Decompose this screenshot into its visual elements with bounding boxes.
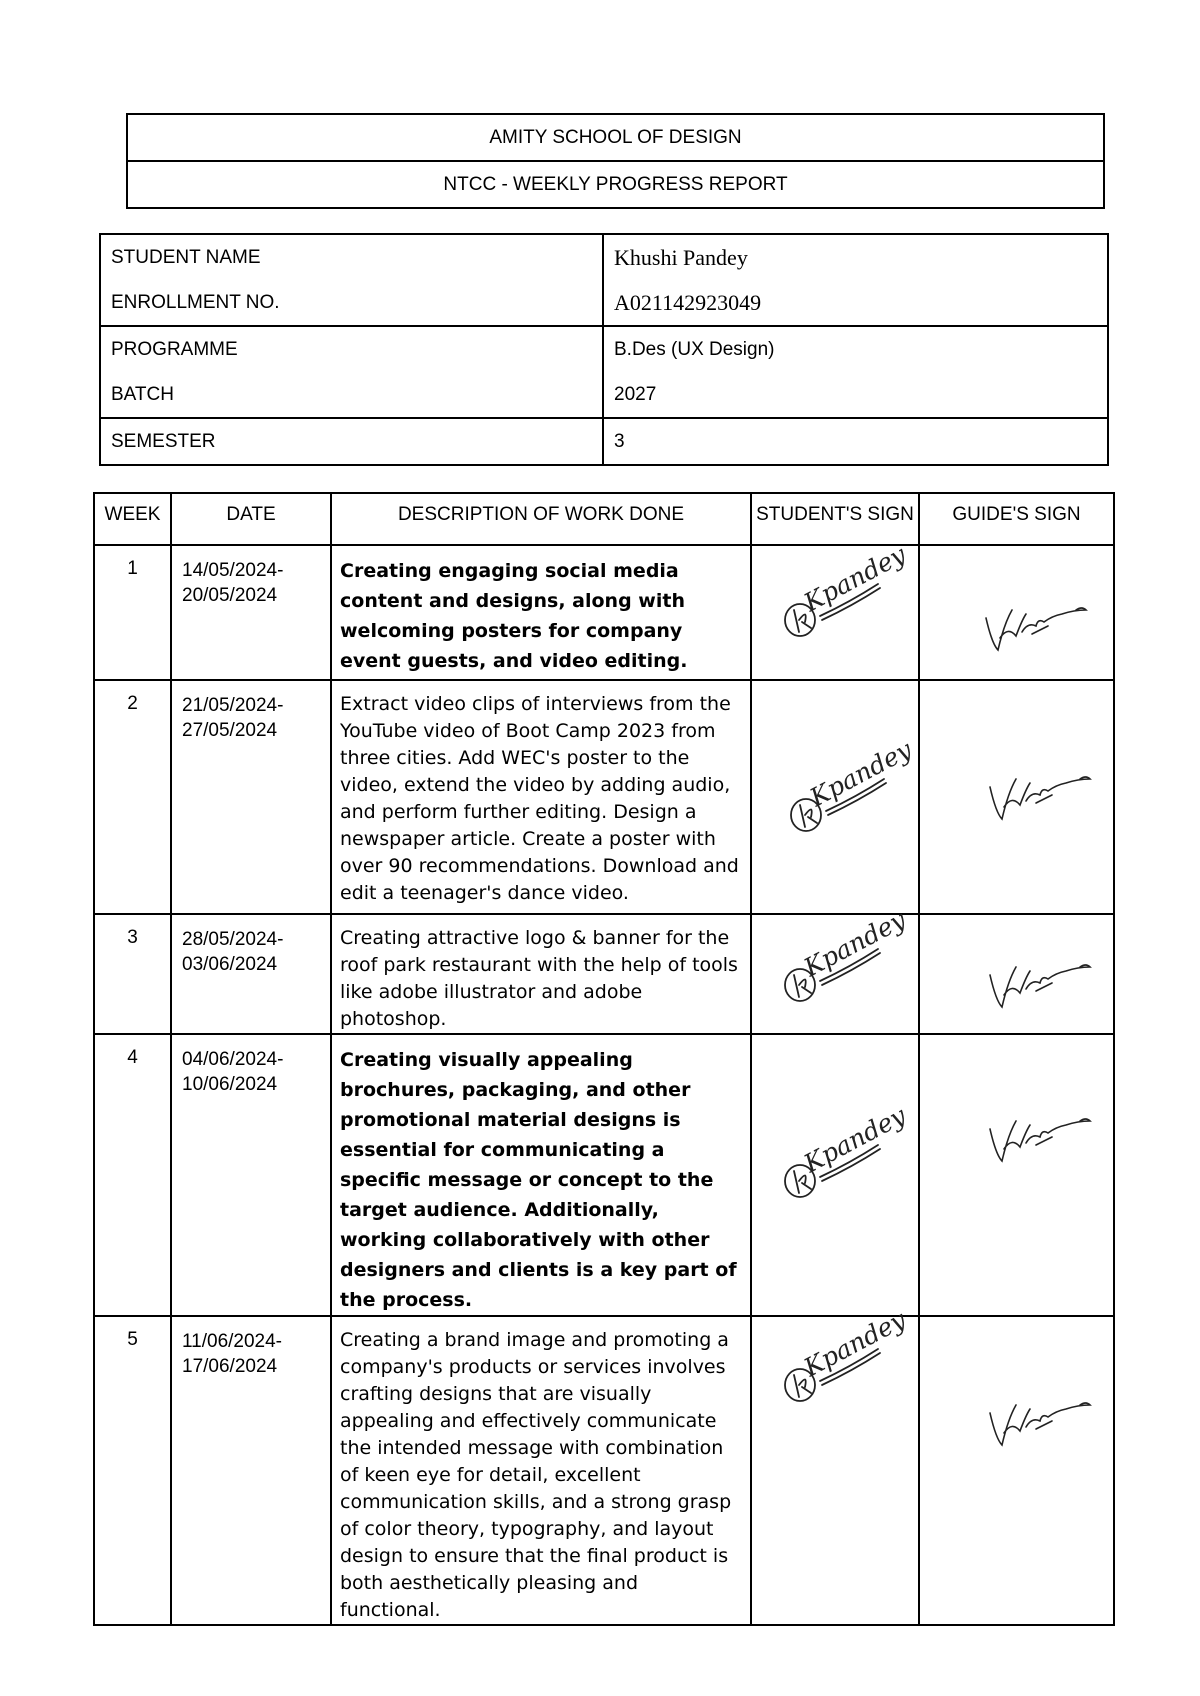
info-cell bbox=[100, 418, 603, 465]
date-from: 28/05/2024- bbox=[182, 929, 284, 950]
col-header-guide-sign: GUIDE'S SIGN bbox=[919, 493, 1114, 545]
guide-sign-cell bbox=[919, 680, 1114, 914]
table-row bbox=[94, 680, 1114, 914]
date-from: 11/06/2024- bbox=[182, 1331, 283, 1352]
date-to: 20/05/2024 bbox=[182, 585, 278, 606]
semester-value: 3 bbox=[614, 431, 625, 452]
student-name-value: Khushi Pandey bbox=[614, 245, 748, 270]
table-row bbox=[94, 1316, 1114, 1625]
progress-table bbox=[93, 492, 1115, 1626]
batch-value: 2027 bbox=[614, 384, 657, 405]
guide-signature-image bbox=[986, 1387, 1096, 1457]
student-sign-text: Kpandey bbox=[805, 734, 917, 813]
date-from: 14/05/2024- bbox=[182, 560, 284, 581]
student-sign-text: Kpandey bbox=[799, 1100, 911, 1179]
header-table bbox=[126, 113, 1105, 209]
date-cell bbox=[171, 1034, 331, 1316]
student-sign-text: Kpandey bbox=[799, 1304, 911, 1383]
guide-sign-cell bbox=[919, 1034, 1114, 1316]
guide-sign-cell bbox=[919, 545, 1114, 680]
date-cell bbox=[171, 914, 331, 1034]
student-signature-image bbox=[780, 539, 911, 642]
description-cell: Creating attractive logo & banner for the roof park restaurant with the help of tools like adobe illustrator and adobe photoshop. bbox=[331, 914, 751, 1034]
student-sign-cell bbox=[751, 1304, 919, 1625]
guide-signature-image bbox=[982, 592, 1092, 662]
batch-label: BATCH bbox=[111, 384, 174, 405]
info-cell bbox=[100, 234, 603, 326]
description-cell: Creating visually appealing brochures, packaging, and other promotional material designs is essential for communicating a specific message or concept to the target audience. Additionally, working collaboratively with other designers and clients is a key part of the process. bbox=[331, 1034, 751, 1316]
report-title: NTCC - WEEKLY PROGRESS REPORT bbox=[127, 161, 1104, 208]
guide-sign-cell bbox=[919, 1316, 1114, 1625]
student-sign-cell bbox=[751, 904, 919, 1034]
week-cell: 2 bbox=[94, 680, 171, 914]
student-sign-cell bbox=[751, 680, 919, 914]
col-header-student-sign: STUDENT'S SIGN bbox=[751, 493, 919, 545]
date-to: 27/05/2024 bbox=[182, 720, 278, 741]
table-row bbox=[94, 1034, 1114, 1316]
student-sign-cell bbox=[751, 539, 919, 680]
student-sign-text: Kpandey bbox=[799, 904, 911, 983]
school-name: AMITY SCHOOL OF DESIGN bbox=[127, 114, 1104, 161]
table-row bbox=[94, 914, 1114, 1034]
student-info-table bbox=[99, 233, 1109, 466]
student-signature-image bbox=[786, 734, 917, 837]
col-header-date: DATE bbox=[171, 493, 331, 545]
week-cell: 3 bbox=[94, 914, 171, 1034]
guide-signature-image bbox=[986, 761, 1096, 831]
date-cell bbox=[171, 545, 331, 680]
info-cell bbox=[603, 234, 1108, 326]
description-cell: Creating engaging social media content and designs, along with welcoming posters for company event guests, and video editing. bbox=[331, 545, 751, 680]
table-row bbox=[94, 545, 1114, 680]
programme-value: B.Des (UX Design) bbox=[614, 339, 775, 360]
date-to: 03/06/2024 bbox=[182, 954, 278, 975]
week-cell: 4 bbox=[94, 1034, 171, 1316]
student-signature-image bbox=[780, 1304, 911, 1407]
student-signature-image bbox=[780, 904, 911, 1007]
date-cell bbox=[171, 1316, 331, 1625]
info-cell bbox=[603, 418, 1108, 465]
week-cell: 1 bbox=[94, 545, 171, 680]
info-cell bbox=[603, 326, 1108, 418]
week-cell: 5 bbox=[94, 1316, 171, 1625]
enrollment-label: ENROLLMENT NO. bbox=[111, 292, 280, 313]
col-header-description: DESCRIPTION OF WORK DONE bbox=[331, 493, 751, 545]
student-sign-text: Kpandey bbox=[799, 539, 911, 618]
description-cell: Creating a brand image and promoting a company's products or services involves crafting designs that are visually appealing and effectively communicate the intended message with combination of keen eye for detail, excellent communication skills, and a strong grasp of color theory, typography, and layout design to ensure that the final product is both aesthetically pleasing and functional. bbox=[331, 1316, 751, 1625]
enrollment-value: A021142923049 bbox=[614, 290, 762, 315]
date-cell bbox=[171, 680, 331, 914]
date-from: 04/06/2024- bbox=[182, 1049, 284, 1070]
student-signature-image bbox=[780, 1100, 911, 1203]
student-sign-cell bbox=[751, 1034, 919, 1316]
programme-label: PROGRAMME bbox=[111, 339, 238, 360]
guide-signature-image bbox=[986, 1103, 1096, 1173]
date-to: 17/06/2024 bbox=[182, 1356, 278, 1377]
semester-label: SEMESTER bbox=[111, 431, 216, 452]
date-to: 10/06/2024 bbox=[182, 1074, 278, 1095]
info-cell bbox=[100, 326, 603, 418]
col-header-week: WEEK bbox=[94, 493, 171, 545]
description-cell: Extract video clips of interviews from the YouTube video of Boot Camp 2023 from three cities. Add WEC's poster to the video, extend the video by adding audio, and perform further editing. Design a newspaper article. Create a poster with over 90 recommendations. Download and edit a teenager's dance video. bbox=[331, 680, 751, 914]
guide-sign-cell bbox=[919, 914, 1114, 1034]
student-name-label: STUDENT NAME bbox=[111, 247, 261, 268]
guide-signature-image bbox=[986, 949, 1096, 1019]
date-from: 21/05/2024- bbox=[182, 695, 284, 716]
